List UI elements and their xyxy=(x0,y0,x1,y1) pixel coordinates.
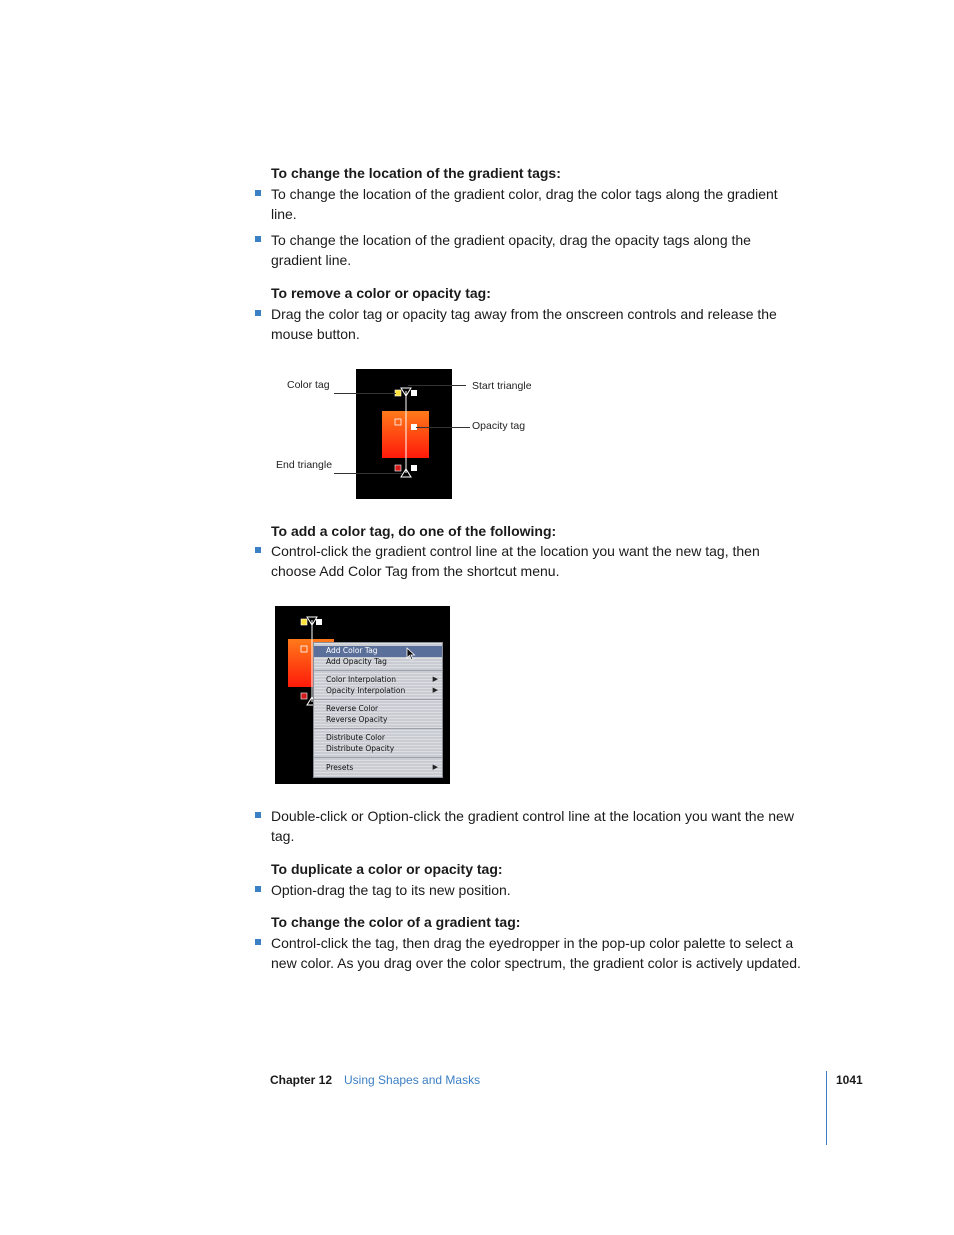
menu-item-add-opacity-tag[interactable]: Add Opacity Tag xyxy=(326,657,387,666)
bullet-line: Double-click or Option-click the gradient control line at the location you want the new xyxy=(271,808,794,824)
footer-chapter: Chapter 12 xyxy=(270,1073,333,1087)
bullet-remove-tag xyxy=(271,304,823,344)
submenu-arrow-icon: ▶ xyxy=(432,676,438,683)
bullet-line: gradient line. xyxy=(271,252,352,268)
bullet-marker xyxy=(255,310,261,316)
menu-item-opacity-interpolation[interactable]: Opacity Interpolation xyxy=(326,686,406,695)
bullet-line: Control-click the gradient control line at the location you want the new tag, then xyxy=(271,543,760,559)
bullet-line: mouse button. xyxy=(271,326,360,342)
callout-line xyxy=(408,385,466,386)
callout-color-tag: Color tag xyxy=(287,379,330,391)
heading-change-location: To change the location of the gradient tags: xyxy=(271,165,561,181)
bullet-control-click xyxy=(271,541,823,581)
bullet-line: Option-drag the tag to its new position. xyxy=(271,882,511,898)
bullet-marker xyxy=(255,236,261,242)
bullet-change-opacity-location xyxy=(271,230,823,270)
color-tag-bottom-icon[interactable] xyxy=(395,465,401,471)
menu-item-add-color-tag[interactable]: Add Color Tag xyxy=(326,646,378,655)
bullet-line: new color. As you drag over the color spectrum, the gradient color is actively updated. xyxy=(271,955,801,971)
heading-remove-tag: To remove a color or opacity tag: xyxy=(271,285,491,301)
bullet-line: Control-click the tag, then drag the eyedropper in the pop-up color palette to select a xyxy=(271,935,794,951)
footer-chapter-title-link[interactable]: Using Shapes and Masks xyxy=(344,1073,481,1087)
menu-item-distribute-color[interactable]: Distribute Color xyxy=(326,733,385,742)
footer-divider xyxy=(826,1071,827,1145)
menu-item-reverse-color[interactable]: Reverse Color xyxy=(326,704,379,713)
heading-add-color-tag: To add a color tag, do one of the following: xyxy=(271,523,557,539)
callout-line xyxy=(334,473,402,474)
menu-separator xyxy=(314,670,442,671)
menu-item-reverse-opacity[interactable]: Reverse Opacity xyxy=(326,715,388,724)
bullet-marker xyxy=(255,190,261,196)
opacity-tag-top-icon[interactable] xyxy=(316,619,322,625)
bullet-option-drag xyxy=(271,880,823,900)
heading-duplicate-tag: To duplicate a color or opacity tag: xyxy=(271,861,503,877)
bullet-line: choose Add Color Tag from the shortcut menu. xyxy=(271,563,560,579)
page-number: 1041 xyxy=(836,1073,863,1087)
opacity-tag-bottom-icon[interactable] xyxy=(411,465,417,471)
bullet-marker xyxy=(255,812,261,818)
callout-end-triangle: End triangle xyxy=(276,459,333,471)
mouse-pointer-icon xyxy=(406,647,416,661)
bullet-marker xyxy=(255,886,261,892)
callout-line xyxy=(334,393,396,394)
bullet-marker xyxy=(255,547,261,553)
menu-item-distribute-opacity[interactable]: Distribute Opacity xyxy=(326,744,395,753)
submenu-arrow-icon: ▶ xyxy=(432,764,438,771)
callout-line xyxy=(416,427,470,428)
callout-opacity-tag: Opacity tag xyxy=(472,420,526,432)
menu-separator xyxy=(314,728,442,729)
callout-start-triangle: Start triangle xyxy=(472,380,532,392)
gradient-controls-illustration xyxy=(356,369,452,499)
menu-item-color-interpolation[interactable]: Color Interpolation xyxy=(326,675,396,684)
opacity-tag-top-icon[interactable] xyxy=(411,390,417,396)
bullet-line: Drag the color tag or opacity tag away from the onscreen controls and release the xyxy=(271,306,777,322)
bullet-line: To change the location of the gradient opacity, drag the opacity tags along the xyxy=(271,232,751,248)
bullet-line: To change the location of the gradient color, drag the color tags along the gradient xyxy=(271,186,778,202)
bullet-line: tag. xyxy=(271,828,295,844)
menu-separator xyxy=(314,699,442,700)
bullet-eyedropper xyxy=(271,933,823,973)
shortcut-menu xyxy=(313,642,443,778)
menu-item-presets[interactable]: Presets xyxy=(326,763,354,772)
heading-change-tag-color: To change the color of a gradient tag: xyxy=(271,914,521,930)
bullet-change-color-location xyxy=(271,184,823,224)
bullet-double-click xyxy=(271,806,823,846)
figure-gradient-controls xyxy=(356,369,452,499)
menu-separator xyxy=(314,757,442,758)
color-tag-bottom-icon[interactable] xyxy=(301,693,307,699)
bullet-line: line. xyxy=(271,206,297,222)
color-tag-top-icon[interactable] xyxy=(301,619,307,625)
bullet-marker xyxy=(255,939,261,945)
submenu-arrow-icon: ▶ xyxy=(432,687,438,694)
